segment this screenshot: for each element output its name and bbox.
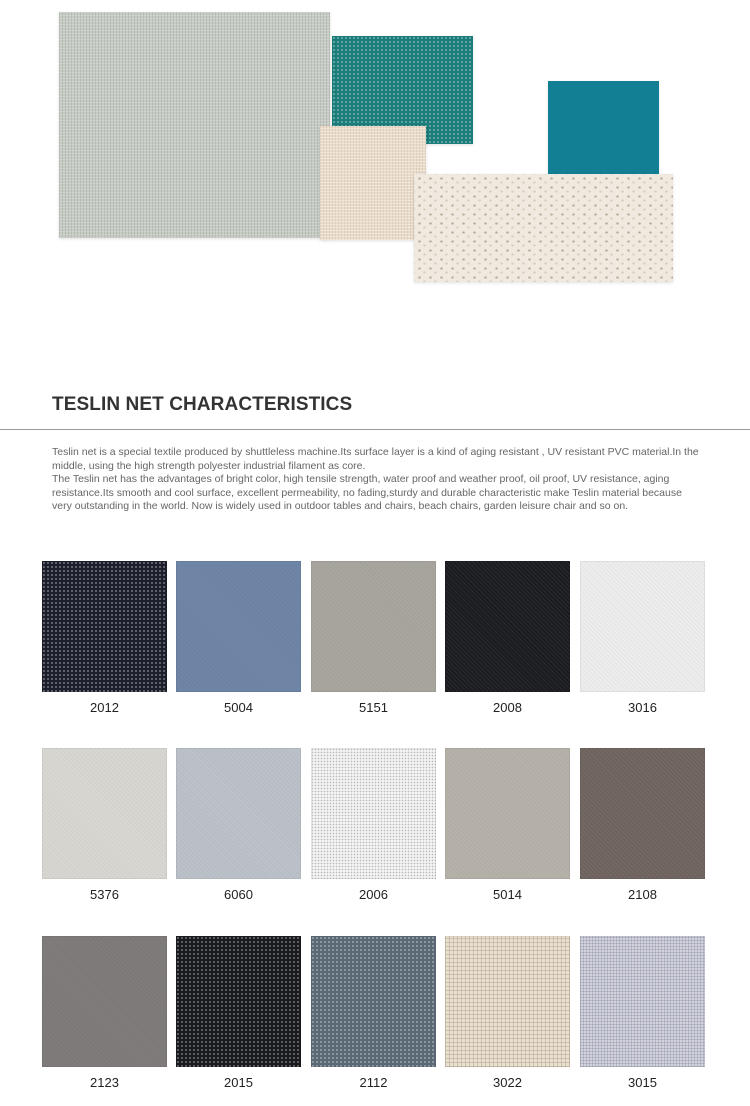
- fabric-swatch-3015: [580, 936, 705, 1067]
- fabric-swatch-5376: [42, 748, 167, 879]
- fabric-swatch-2123: [42, 936, 167, 1067]
- swatch-code-label: 5014: [493, 887, 522, 902]
- swatch-code-label: 2006: [359, 887, 388, 902]
- swatch-code-label: 3015: [628, 1075, 657, 1090]
- fabric-swatch-2012: [42, 561, 167, 692]
- description: [52, 446, 702, 514]
- fabric-swatch-5004: [176, 561, 301, 692]
- swatch-code-label: 2108: [628, 887, 657, 902]
- fabric-swatch-3016: [580, 561, 705, 692]
- fabric-swatch-2008: [445, 561, 570, 692]
- fabric-swatch-2108: [580, 748, 705, 879]
- swatch-code-label: 2123: [90, 1075, 119, 1090]
- fabric-swatch-5151: [311, 561, 436, 692]
- swatch-code-label: 5004: [224, 700, 253, 715]
- swatch-code-label: 5151: [359, 700, 388, 715]
- fabric-swatch-5014: [445, 748, 570, 879]
- swatch-code-label: 2008: [493, 700, 522, 715]
- fabric-swatch-3022: [445, 936, 570, 1067]
- section-divider: [0, 429, 750, 430]
- beige-fabric-sample: [320, 126, 426, 240]
- fabric-swatch-2015: [176, 936, 301, 1067]
- swatch-code-label: 5376: [90, 887, 119, 902]
- hero-fabric-samples: [0, 0, 750, 330]
- swatch-code-label: 6060: [224, 887, 253, 902]
- swatch-code-label: 2015: [224, 1075, 253, 1090]
- description-paragraph: The Teslin net has the advantages of bright color, high tensile strength, water proof and weather proof, oil proof, UV resistance, aging resistance.Its smooth and cool surface, excellent permeability, no fading,sturdy and durable characteristic make Teslin material because very outstanding in the world. Now is widely used in outdoor tables and chairs, beach chairs, garden leisure chair and so on.: [52, 473, 682, 512]
- swatch-code-label: 3022: [493, 1075, 522, 1090]
- swatch-code-label: 3016: [628, 700, 657, 715]
- swatch-code-label: 2112: [359, 1075, 388, 1090]
- fabric-swatch-2006: [311, 748, 436, 879]
- patterned-fabric-sample: [414, 174, 673, 282]
- cyan-fabric-sample: [548, 81, 659, 189]
- description-paragraph: Teslin net is a special textile produced by shuttleless machine.Its surface layer is a kind of aging resistant , UV resistant PVC material.In the middle, using the high strength polyester industrial filament as core.: [52, 446, 699, 472]
- gray-fabric-sample: [59, 12, 330, 238]
- fabric-swatch-2112: [311, 936, 436, 1067]
- swatch-code-label: 2012: [90, 700, 119, 715]
- fabric-swatch-6060: [176, 748, 301, 879]
- section-title: TESLIN NET CHARACTERISTICS: [52, 394, 353, 415]
